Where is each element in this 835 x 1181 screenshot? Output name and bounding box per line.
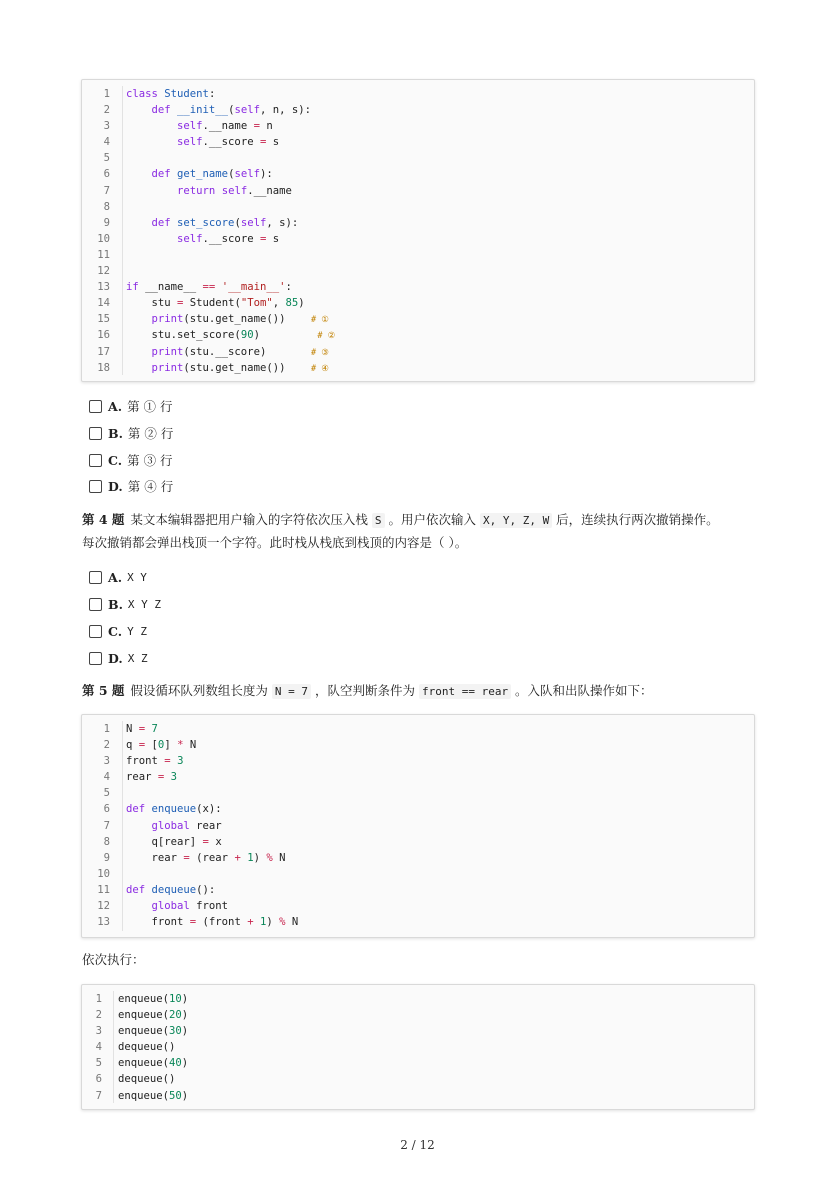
code-token: enqueue( [118,1057,170,1070]
code-line [82,344,754,360]
code-token: q [126,739,139,752]
code-token [126,168,152,180]
line-number: 3 [95,1025,102,1038]
code-token: .__score [202,232,260,245]
code-text [126,834,222,850]
line-number: 17 [97,345,110,358]
code-token: N [126,723,139,735]
code-token: return [177,184,222,197]
code-token: enqueue( [118,993,170,1005]
option-text: X Y [127,570,147,584]
option-text: 第 ② 行 [127,426,174,441]
line-number: 14 [97,297,110,310]
code-text [126,86,215,102]
code-text [126,721,158,737]
code-lines [82,86,754,376]
code-line [82,866,754,882]
code-line [82,166,754,182]
code-text [118,1007,188,1023]
code-line [82,86,754,102]
code-token: n [259,120,273,133]
code-token: N [285,916,299,929]
code-token: , [272,297,286,310]
code-token: [ [145,739,158,752]
code-line [82,231,754,247]
code-token: (front [196,916,248,929]
line-number: 11 [97,883,110,896]
code-token: ) [181,1089,189,1102]
checkbox[interactable] [89,652,102,665]
code-token: % [279,916,286,929]
code-token: 10 [169,993,182,1005]
code-token [126,362,152,374]
question-text: ，队空判断条件为 [311,683,419,698]
option-d[interactable] [89,649,148,667]
question-4-text [82,509,762,554]
code-line [82,769,754,785]
code-token: 3 [177,755,184,768]
option-letter: C. [108,452,123,468]
line-number: 5 [103,152,110,165]
line-number: 13 [97,281,110,294]
code-text [118,1023,188,1039]
code-token: global [151,819,197,832]
code-lines [82,721,754,930]
code-token: (): [196,883,216,896]
code-line [82,1088,754,1104]
code-token: self [177,136,203,149]
line-number: 2 [103,104,110,117]
code-line [82,279,754,295]
code-token: # ③ [310,347,329,358]
checkbox[interactable] [89,454,102,467]
code-token: # ④ [310,363,329,374]
code-token: def [126,803,152,816]
code-token: 30 [169,1025,182,1038]
checkbox[interactable] [89,480,102,493]
code-token: self [234,104,260,117]
code-token: = [189,916,197,929]
code-token: = [259,136,267,149]
code-token: # ② [317,331,336,342]
code-token: stu [126,297,178,310]
code-text [126,769,177,785]
line-number: 1 [95,993,102,1005]
code-token: .__name [202,120,254,133]
option-a[interactable] [89,397,173,415]
code-token: front [126,755,165,768]
code-token: x [208,835,222,848]
code-token: self [177,120,203,133]
option-b[interactable] [89,595,161,613]
code-token: stu.set_score( [126,329,241,342]
code-line [82,150,754,166]
code-text [126,279,292,295]
line-number: 12 [97,265,110,278]
code-line [82,295,754,311]
code-token: print [151,345,184,358]
code-token: ) [253,851,267,864]
code-line [82,721,754,737]
code-line [82,785,754,801]
code-token: def [151,216,178,229]
line-number: 8 [103,200,110,213]
option-d[interactable] [89,477,173,495]
code-token: 0 [157,739,165,752]
code-token: ) [298,297,305,310]
code-text [118,1071,175,1087]
checkbox[interactable] [89,427,102,440]
code-token: = [259,232,267,245]
code-token: N [183,739,197,752]
question-label: 第 5 题 [82,683,125,698]
code-token: self [221,184,248,197]
exec-label: 依次执行： [82,952,145,967]
checkbox[interactable] [89,598,102,611]
code-token: (rear [189,851,235,864]
code-line [82,247,754,263]
page-number: 2 / 12 [400,1138,435,1152]
code-text [126,102,311,118]
code-text [118,1055,188,1071]
line-number: 5 [95,1057,102,1070]
code-token: enqueue( [118,1025,170,1038]
code-text [126,295,305,311]
option-text: 第 ④ 行 [127,479,174,494]
code-token: global [151,900,197,913]
code-token: ) [181,1009,189,1022]
code-token: ( [228,168,235,181]
code-token: def [126,883,152,896]
code-text [126,914,298,930]
code-token [126,217,152,229]
code-token: dequeue [151,883,197,896]
code-line [82,991,754,1007]
code-token: dequeue() [118,1041,176,1054]
code-token [126,120,177,132]
code-token [126,313,152,325]
code-text [118,1039,175,1055]
code-token: ) [266,916,280,929]
code-text [126,327,335,344]
line-number: 10 [97,232,110,245]
code-token: class [126,88,165,100]
code-line [82,914,754,930]
option-text: 第 ① 行 [127,399,173,414]
code-token: s [266,232,280,245]
code-token: ): [259,168,273,181]
line-number: 4 [103,771,110,784]
code-text [126,134,279,150]
code-line [82,1071,754,1087]
code-token: .__name [247,184,292,197]
code-token: # ① [310,315,329,326]
code-text [126,166,273,182]
option-c[interactable] [89,622,147,640]
question-label: 第 4 题 [82,512,125,527]
question-text: 后，连续执行两次撤销操作。 [552,512,719,527]
code-token: ] [164,739,178,752]
code-text [126,215,298,231]
code-line [82,199,754,215]
code-token: get_name [177,168,229,181]
line-number: 15 [97,313,110,326]
option-letter: A. [108,398,123,414]
line-number: 2 [95,1009,102,1022]
code-token: 85 [285,297,299,310]
code-token: ( [234,216,241,229]
code-token: % [266,851,273,864]
code-token: print [151,361,184,374]
code-line [82,263,754,279]
option-text: X Z [127,651,148,665]
option-a[interactable] [89,568,147,586]
option-text: 第 ③ 行 [127,453,173,468]
checkbox[interactable] [89,400,102,413]
code-token [126,185,177,197]
code-token: == [202,281,216,294]
code-token: Student [164,88,209,100]
line-number: 7 [103,184,110,197]
code-token: ) [181,1025,189,1038]
code-text [126,737,196,753]
code-token: = [177,297,184,310]
code-block-student-class [81,79,755,382]
code-line [82,360,754,376]
option-letter: B. [108,596,123,612]
code-token: rear [126,771,158,784]
code-text [126,753,183,769]
code-token: : [208,88,216,100]
code-token: + [247,916,254,929]
code-text [118,991,188,1007]
code-text [126,818,222,834]
code-token: self [240,216,267,229]
code-token: 1 [247,851,254,864]
question-text: 某文本编辑器把用户输入的字符依次压入栈 [130,512,372,527]
code-line [82,753,754,769]
code-text [126,882,215,898]
code-line [82,801,754,817]
code-token: def [151,168,178,181]
code-line [82,183,754,199]
checkbox[interactable] [89,571,102,584]
code-token: print [151,313,184,326]
code-text [118,1088,188,1104]
code-text [126,360,329,377]
code-token [126,136,177,148]
code-line [82,834,754,850]
checkbox[interactable] [89,625,102,638]
line-number: 13 [97,916,110,929]
code-token: front [196,900,229,913]
code-line [82,1023,754,1039]
code-block-circular-queue [81,714,755,938]
question-text: 假设循环队列数组长度为 [130,683,272,698]
code-token: dequeue() [118,1073,176,1086]
line-number: 3 [103,755,110,768]
line-number: 6 [103,168,110,181]
line-number: 3 [103,120,110,133]
inline-code: S [372,513,385,528]
code-token: rear [126,851,184,864]
code-token: ) [181,993,189,1005]
code-text [126,183,292,199]
code-token: 20 [169,1009,182,1022]
code-token: def [151,104,178,117]
code-token [126,820,152,832]
code-token: 1 [259,916,267,929]
code-token: self [234,168,260,181]
code-text [126,344,329,361]
question-text: 。用户依次输入 [384,512,480,527]
code-line [82,882,754,898]
code-token: 40 [169,1057,182,1070]
line-number: 12 [97,900,110,913]
code-token: q[rear] [126,835,203,848]
code-line [82,215,754,231]
code-token [126,346,152,358]
line-number: 18 [97,361,110,374]
code-token: self [177,232,203,245]
option-letter: B. [108,425,123,441]
option-letter: D. [108,650,123,666]
code-text [126,850,286,866]
code-token: __name__ [145,281,203,294]
code-token: 3 [170,771,178,784]
line-number: 8 [103,835,110,848]
code-token: = [253,120,260,133]
code-lines [82,991,754,1104]
code-line [82,327,754,343]
code-token [126,900,152,912]
code-line [82,311,754,327]
code-token: = [164,755,171,768]
option-letter: D. [108,478,123,494]
code-token: __init__ [177,104,229,117]
code-token: , s): [266,216,299,229]
code-line [82,1007,754,1023]
question-4-line-2: 每次撤销都会弹出栈顶一个字符。此时栈从栈底到栈顶的内容是（ ）。 [82,535,468,550]
code-token: set_score [177,216,235,229]
code-token: ( [228,104,235,117]
line-number: 1 [103,723,110,735]
code-token: front [126,916,190,929]
question-4-line-1 [82,509,762,532]
code-token: 7 [151,723,158,735]
code-token: ) [181,1057,189,1070]
code-line [82,1055,754,1071]
option-letter: C. [108,623,123,639]
line-number: 6 [103,803,110,816]
inline-code: N = 7 [272,684,311,699]
option-text: Y Z [127,624,147,638]
question-5-text [82,680,762,703]
line-number: 4 [103,136,110,149]
code-token: : [285,281,292,294]
code-line [82,818,754,834]
option-text: X Y Z [127,597,162,611]
code-token: (stu.__score) [183,345,311,358]
code-text [126,311,329,328]
line-number: 9 [103,851,110,864]
code-token: = [202,835,209,848]
line-number: 11 [97,248,110,261]
code-token: .__score [202,136,260,149]
code-line [82,118,754,134]
line-number: 5 [103,787,110,800]
code-token: s [266,136,280,149]
inline-code: X, Y, Z, W [480,513,552,528]
code-token: enqueue [151,803,197,816]
line-number: 9 [103,216,110,229]
code-block-execution-sequence [81,984,755,1110]
code-token: (stu.get_name()) [183,313,311,326]
code-token: = [183,851,190,864]
code-text [126,118,273,134]
code-token: enqueue( [118,1089,170,1102]
code-token: "Tom" [240,297,273,310]
code-token: N [272,851,286,864]
question-text: 。入队和出队操作如下： [511,683,653,698]
code-token: , n, s): [259,104,311,117]
code-token: Student( [183,297,241,310]
code-text [126,898,228,914]
line-number: 7 [95,1089,102,1102]
line-number: 4 [95,1041,102,1054]
code-token: * [177,739,184,752]
code-token: + [234,851,241,864]
option-letter: A. [108,569,123,585]
code-line [82,102,754,118]
line-number: 10 [97,867,110,880]
code-token [126,104,152,116]
code-token: = [157,771,165,784]
line-number: 6 [95,1073,102,1086]
code-token: (x): [196,803,222,816]
code-line [82,737,754,753]
code-token: '__main__' [221,281,286,294]
option-c[interactable] [89,451,173,469]
code-token: 90 [240,329,254,342]
inline-code: front == rear [419,684,511,699]
code-token: ) [253,329,318,342]
code-line [82,134,754,150]
line-number: 1 [103,88,110,100]
code-token [126,233,177,245]
code-token: rear [196,819,222,832]
code-line [82,1039,754,1055]
code-token: = [138,723,146,735]
line-number: 16 [97,329,110,342]
option-b[interactable] [89,424,173,442]
code-token: = [138,739,146,752]
line-number: 7 [103,819,110,832]
line-number: 2 [103,739,110,752]
code-line [82,850,754,866]
code-text [126,231,279,247]
code-token: 50 [169,1089,182,1102]
code-token: (stu.get_name()) [183,361,311,374]
code-token: if [126,281,146,294]
code-text [126,801,222,817]
code-line [82,898,754,914]
code-token: enqueue( [118,1009,170,1022]
